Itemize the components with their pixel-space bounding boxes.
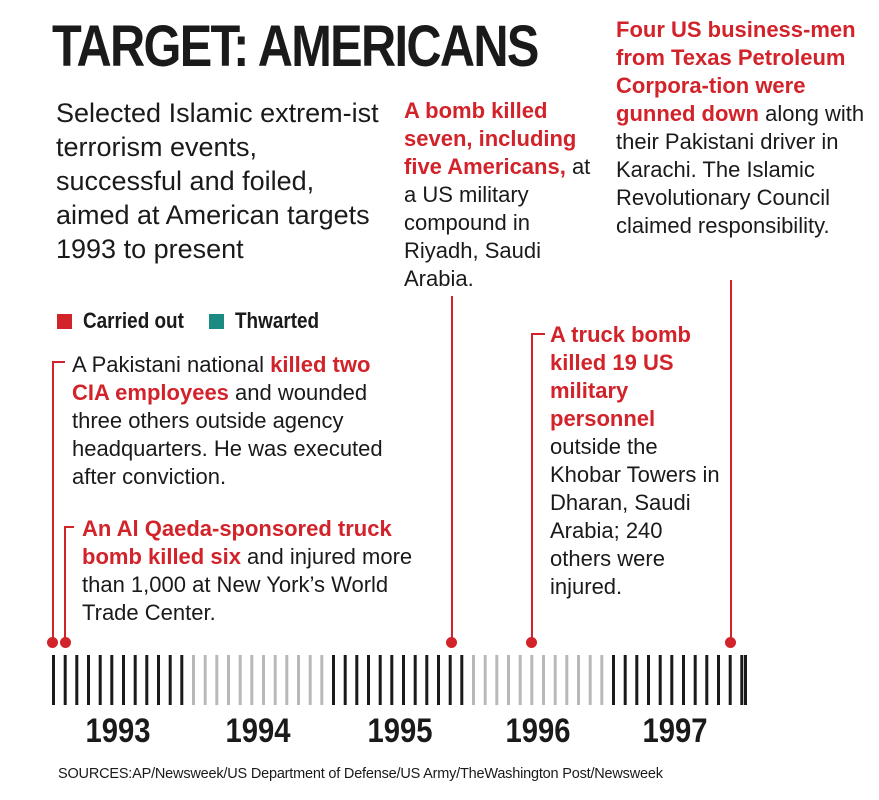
timeline-tick — [402, 655, 405, 705]
timeline-tick — [624, 655, 627, 705]
legend-carried-out-label: Carried out — [83, 308, 184, 333]
event-karachi — [616, 16, 866, 240]
timeline-tick — [87, 655, 90, 705]
timeline-tick — [600, 655, 603, 705]
legend-carried-out — [57, 308, 200, 334]
khobar-event-connector — [531, 333, 545, 644]
marker-khobar — [526, 637, 537, 648]
legend-thwarted — [209, 308, 333, 334]
timeline-tick — [437, 655, 440, 705]
timeline-tick — [530, 655, 533, 705]
timeline-tick — [635, 655, 638, 705]
thwarted-swatch — [209, 314, 224, 329]
timeline-tick — [425, 655, 428, 705]
event-cia-highlight: killed two CIA employees — [72, 352, 371, 405]
event-riyadh-highlight: A bomb killed seven, including five Americans, — [404, 98, 577, 179]
year-label-1994: 1994 — [225, 712, 291, 750]
timeline-tick — [507, 655, 510, 705]
year-label-1993: 1993 — [85, 712, 151, 750]
riyadh-event-connector — [451, 296, 453, 642]
timeline-tick — [169, 655, 172, 705]
timeline-tick — [52, 655, 55, 705]
timeline-tick — [285, 655, 288, 705]
timeline-tick — [682, 655, 685, 705]
timeline-tick — [449, 655, 452, 705]
timeline-ticks — [0, 655, 879, 705]
timeline-tick — [670, 655, 673, 705]
timeline-tick — [577, 655, 580, 705]
timeline-tick — [694, 655, 697, 705]
timeline-tick — [320, 655, 323, 705]
timeline-tick — [332, 655, 335, 705]
timeline-tick — [647, 655, 650, 705]
timeline-tick — [274, 655, 277, 705]
timeline-tick — [717, 655, 720, 705]
timeline-tick — [542, 655, 545, 705]
year-label-1997: 1997 — [642, 712, 708, 750]
timeline-tick — [110, 655, 113, 705]
event-cia-pre: A Pakistani national — [72, 352, 271, 377]
event-khobar-highlight: A truck bomb killed 19 US military personnel — [550, 322, 691, 431]
wtc-event-connector — [64, 526, 74, 644]
event-riyadh-post: at a US military compound in Riyadh, Saudi Arabia. — [404, 154, 591, 291]
timeline-tick — [192, 655, 195, 705]
sources-credit: SOURCES:AP/Newsweek/US Department of Defense/US Army/TheWashington Post/Newsweek — [58, 766, 663, 782]
carried-out-swatch — [57, 314, 72, 329]
timeline-tick — [134, 655, 137, 705]
timeline-tick — [122, 655, 125, 705]
event-khobar — [550, 321, 720, 601]
timeline-tick — [379, 655, 382, 705]
timeline-tick — [157, 655, 160, 705]
timeline-tick — [250, 655, 253, 705]
timeline-tick — [355, 655, 358, 705]
timeline-tick — [344, 655, 347, 705]
timeline-tick — [495, 655, 498, 705]
timeline-tick — [659, 655, 662, 705]
marker-riyadh — [446, 637, 457, 648]
year-label-1995: 1995 — [367, 712, 433, 750]
event-wtc-post: and injured more than 1,000 at New York’s World Trade Center. — [82, 544, 413, 625]
event-karachi-highlight: Four US business-men from Texas Petroleum Corpora-tion were gunned down — [616, 17, 856, 126]
timeline-tick — [262, 655, 265, 705]
timeline-tick — [705, 655, 708, 705]
timeline-tick — [367, 655, 370, 705]
timeline-tick — [554, 655, 557, 705]
karachi-event-connector — [730, 280, 732, 642]
event-karachi-post: along with their Pakistani driver in Karachi. The Islamic Revolutionary Council claimed responsibility. — [616, 101, 865, 238]
timeline-tick — [414, 655, 417, 705]
timeline-tick — [297, 655, 300, 705]
timeline-tick — [589, 655, 592, 705]
subtitle: Selected Islamic extrem-ist terrorism events, successful and foiled, aimed at American targets 1993 to present — [56, 98, 379, 264]
timeline-tick — [740, 655, 743, 705]
marker-karachi — [725, 637, 736, 648]
timeline-tick — [239, 655, 242, 705]
timeline-tick — [744, 655, 747, 705]
timeline-tick — [729, 655, 732, 705]
timeline-tick — [472, 655, 475, 705]
marker-cia — [47, 637, 58, 648]
event-cia-post: and wounded three others outside agency headquarters. He was executed after conviction. — [72, 380, 383, 489]
timeline-tick — [204, 655, 207, 705]
timeline-tick — [612, 655, 615, 705]
event-khobar-post: outside the Khobar Towers in Dharan, Saudi Arabia; 240 others were injured. — [550, 434, 720, 599]
event-riyadh — [404, 97, 596, 293]
timeline-tick — [565, 655, 568, 705]
year-label-1996: 1996 — [505, 712, 571, 750]
timeline-tick — [227, 655, 230, 705]
timeline-tick — [75, 655, 78, 705]
timeline-tick — [180, 655, 183, 705]
event-wtc-highlight: An Al Qaeda-sponsored truck bomb killed six — [82, 516, 392, 569]
timeline-tick — [519, 655, 522, 705]
legend-thwarted-label: Thwarted — [235, 308, 320, 333]
timeline-tick — [484, 655, 487, 705]
timeline-tick — [309, 655, 312, 705]
timeline-tick — [215, 655, 218, 705]
page-title: TARGET: AMERICANS — [52, 14, 538, 79]
timeline-tick — [460, 655, 463, 705]
event-cia — [72, 351, 412, 491]
timeline-tick — [145, 655, 148, 705]
event-wtc — [82, 515, 414, 627]
marker-wtc — [60, 637, 71, 648]
timeline-tick — [64, 655, 67, 705]
timeline-tick — [390, 655, 393, 705]
timeline-tick — [99, 655, 102, 705]
